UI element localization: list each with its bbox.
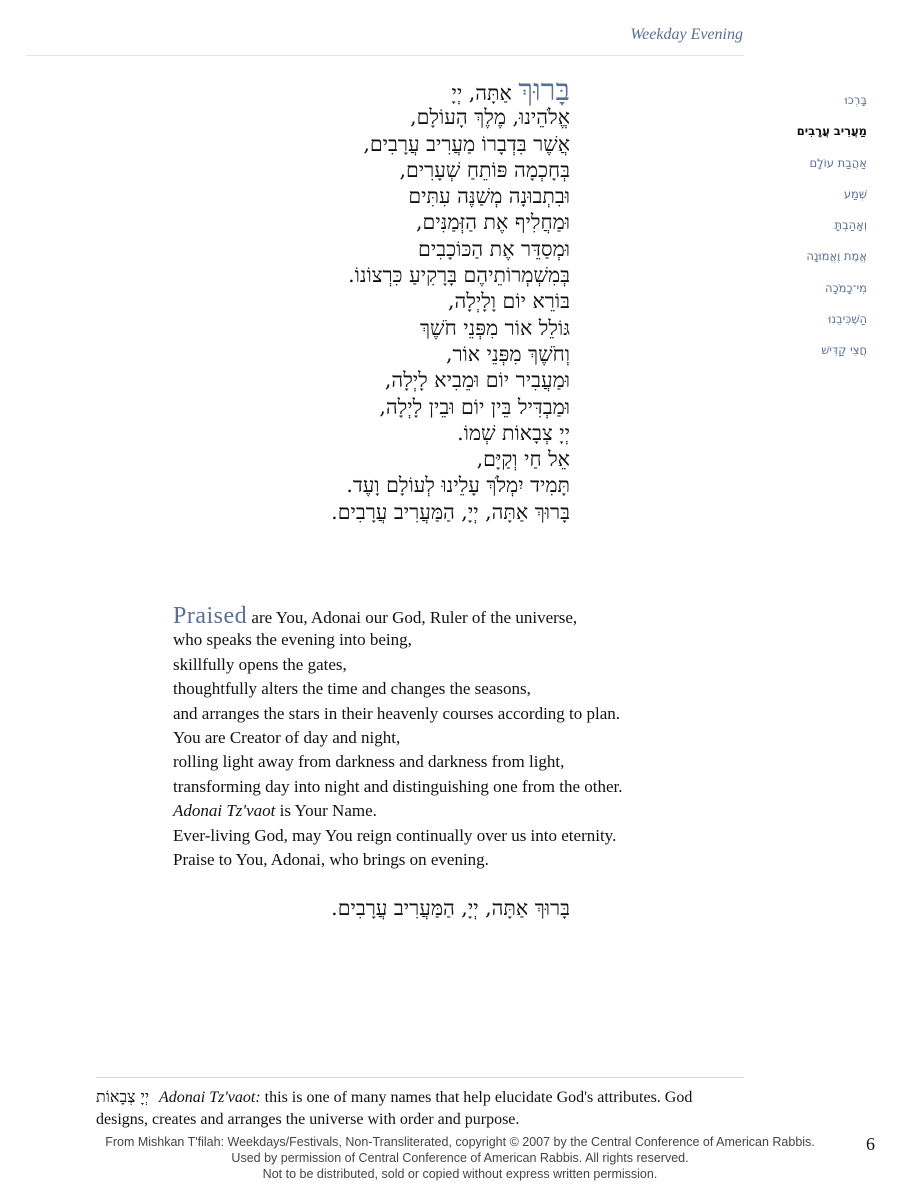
hebrew-line: בָּרוּךְ אַתָּה, יְיָ, הַמַּעֲרִיב עֲרָבִים. (331, 499, 570, 524)
english-drop-word: Praised (173, 603, 248, 629)
english-line: rolling light away from darkness and darkness from light, (173, 752, 565, 772)
hebrew-line: וּמַעֲבִיר יוֹם וּמֵבִיא לָיְלָה, (384, 368, 570, 393)
hebrew-line: תָּמִיד יִמְלֹךְ עָלֵינוּ לְעוֹלָם וָעֶד. (346, 473, 570, 498)
hebrew-line: אֱלֹהֵינוּ, מֶלֶךְ הָעוֹלָם, (410, 105, 570, 130)
copyright-line: From Mishkan T'filah: Weekdays/Festivals, Non-Transliterated, copyright © 2007 by the Central Conference of American Rabbis. (105, 1135, 815, 1149)
nav-item-hashkiveinu[interactable]: הַשְׁכִּיבֵנוּ (828, 312, 867, 327)
english-first-line: are You, Adonai our God, Ruler of the universe, (247, 608, 578, 627)
divine-name: Adonai Tz'vaot (173, 801, 276, 821)
hebrew-line: בּוֹרֵא יוֹם וָלָיְלָה, (447, 289, 570, 314)
english-line: who speaks the evening into being, (173, 630, 412, 650)
english-line: Ever-living God, may You reign continually over us into eternity. (173, 825, 617, 845)
hebrew-line: וְחֹשֶׁךְ מִפְּנֵי אוֹר, (445, 341, 570, 366)
footnote-hebrew-term: יְיָ צְבָאוֹת (96, 1087, 150, 1106)
hebrew-response: בָּרוּךְ אַתָּה, יְיָ, הַמַּעֲרִיב עֲרָבִים. (331, 896, 570, 920)
name-line-rest: is Your Name. (275, 801, 377, 821)
nav-item-shma[interactable]: שְׁמַע (843, 186, 867, 201)
nav-item-barchu[interactable]: בָּרְכוּ (844, 93, 867, 107)
hebrew-line: אֲשֶׁר בִּדְבָרוֹ מַעֲרִיב עֲרָבִים, (363, 131, 570, 156)
hebrew-line: וּמַחֲלִיף אֶת הַזְּמַנִּים, (416, 210, 570, 235)
nav-item-chatzi-kaddish[interactable]: חֲצִי קַדִּישׁ (821, 343, 867, 358)
hebrew-line: בְּמִשְׁמְרוֹתֵיהֶם בָּרָקִיעַ כִּרְצוֹנוֹ. (348, 263, 570, 288)
running-head: Weekday Evening (630, 26, 743, 43)
nav-item-maariv-aravim[interactable]: מַעֲרִיב עֲרָבִים (796, 124, 867, 139)
hebrew-prayer (180, 73, 570, 525)
copyright-line: Used by permission of Central Conference of American Rabbis. All rights reserved. (231, 1151, 689, 1165)
english-translation (173, 604, 733, 872)
hebrew-first-line: אַתָּה, יְיָ (451, 81, 519, 105)
section-nav (747, 90, 867, 372)
english-line: skillfully opens the gates, (173, 654, 347, 674)
footnote-text: this is one of many names that help elucidate God's attributes. God designs, creates and arranges the universe with order and purpose. (96, 1089, 693, 1128)
header-divider (26, 55, 744, 56)
hebrew-line (180, 73, 570, 108)
english-line: transforming day into night and distinguishing one from the other. (173, 776, 623, 796)
hebrew-line: יְיָ צְבָאוֹת שְׁמוֹ. (457, 420, 570, 445)
footnote-term: Adonai Tz'vaot: (159, 1089, 261, 1106)
page-number: 6 (866, 1134, 875, 1154)
copyright-notice (40, 1134, 880, 1182)
hebrew-line: גּוֹלֵל אוֹר מִפְּנֵי חֹשֶׁךְ (419, 315, 570, 340)
english-line (173, 799, 733, 823)
copyright-line: Not to be distributed, sold or copied without express written permission. (262, 1167, 658, 1181)
hebrew-line: בְּחָכְמָה פּוֹתֵחַ שְׁעָרִים, (399, 157, 570, 182)
hebrew-line: אֵל חַי וְקַיָּם, (476, 447, 570, 472)
hebrew-line: וּמְסַדֵּר אֶת הַכּוֹכָבִים (418, 236, 570, 261)
english-line: thoughtfully alters the time and changes the seasons, (173, 679, 531, 699)
hebrew-drop-word: בָּרוּךְ (518, 73, 570, 108)
english-line: and arranges the stars in their heavenly courses according to plan. (173, 703, 621, 723)
footnote-divider (96, 1077, 744, 1078)
hebrew-line: וּמַבְדִּיל בֵּין יוֹם וּבֵין לָיְלָה, (379, 394, 570, 419)
nav-item-mi-chamocha[interactable]: מִי־כָמֹכָה (824, 280, 867, 295)
english-line: Praise to You, Adonai, who brings on evening. (173, 849, 489, 869)
nav-item-ahavat-olam[interactable]: אַהֲבַת עוֹלָם (809, 155, 867, 170)
nav-item-vahavta[interactable]: וְאָהַבְתָּ (834, 218, 867, 233)
hebrew-line: וּבִתְבוּנָה מְשַׁנֶּה עִתִּים (408, 184, 570, 209)
english-line: You are Creator of day and night, (173, 727, 401, 747)
nav-item-emet-vemunah[interactable]: אֱמֶת וֶאֱמוּנָה (806, 249, 867, 264)
footnote (96, 1086, 746, 1131)
english-line (173, 604, 733, 628)
